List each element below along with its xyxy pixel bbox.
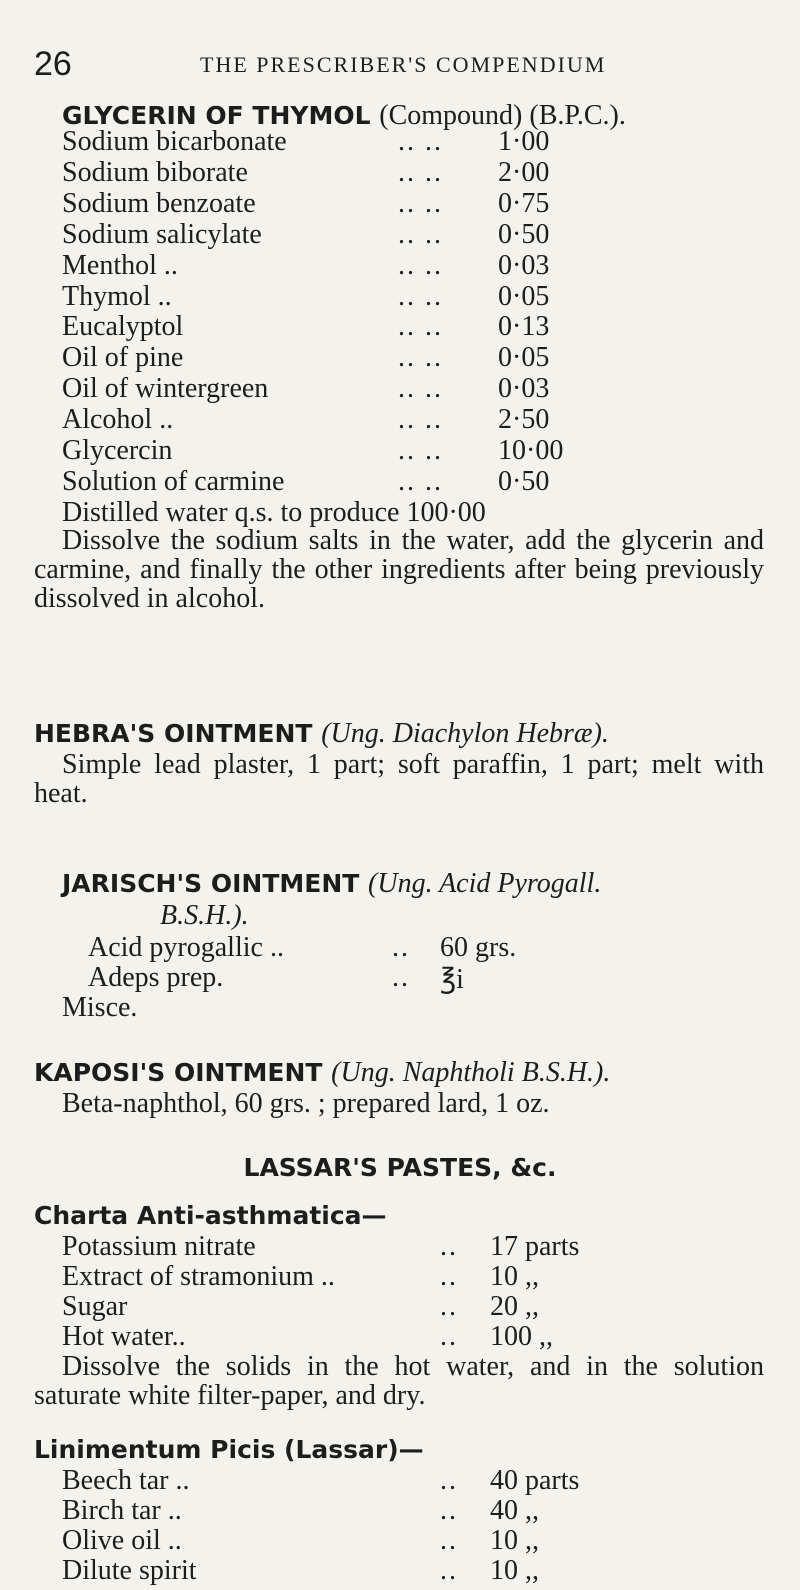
- dot-leader: ..: [440, 1261, 458, 1292]
- dot-leader: .. ..: [398, 156, 443, 188]
- jarisch-heading: [62, 868, 601, 900]
- ingredient-quantity: 2·00: [498, 156, 550, 188]
- kaposi-title: KAPOSI'S OINTMENT: [34, 1058, 323, 1087]
- ingredient-quantity: 2·50: [498, 404, 550, 436]
- dot-leader: ..: [392, 962, 410, 993]
- ingredient-name: Sodium salicylate: [62, 218, 262, 250]
- ingredient-quantity: 0·50: [498, 465, 550, 497]
- ingredient-quantity: 0·03: [498, 249, 550, 281]
- ingredient-name: Adeps prep.: [88, 962, 224, 993]
- ingredient-name: Sodium biborate: [62, 156, 248, 188]
- glycerin-subtitle: (Compound) (B.P.C.).: [379, 100, 626, 131]
- ingredient-quantity: 0·05: [498, 280, 550, 312]
- dot-leader: .. ..: [398, 373, 443, 405]
- ingredient-quantity: 40 parts: [490, 1465, 580, 1496]
- glycerin-title: GLYCERIN OF THYMOL: [62, 101, 371, 130]
- dot-leader: .. ..: [398, 342, 443, 374]
- dot-leader: ..: [440, 1231, 458, 1262]
- dot-leader: .. ..: [398, 187, 443, 219]
- ingredient-quantity: 0·75: [498, 187, 550, 219]
- linimentum-title: Linimentum Picis (Lassar)—: [34, 1435, 424, 1464]
- ingredient-quantity: 1·00: [498, 126, 550, 157]
- charta-method: Dissolve the solids in the hot water, and in the solution saturate white filter-paper, and dry.: [34, 1351, 764, 1411]
- jarisch-misce: Misce.: [62, 992, 138, 1023]
- glycerin-method: Dissolve the sodium salts in the water, add the glycerin and carmine, and finally the other ingredients after being previously dissolved in alcohol.: [34, 525, 764, 614]
- dot-leader: .. ..: [398, 126, 443, 157]
- dot-leader: .. ..: [398, 311, 443, 343]
- hebra-text: Simple lead plaster, 1 part; soft paraffin, 1 part; melt with heat.: [34, 749, 764, 809]
- dot-leader: ..: [440, 1555, 458, 1586]
- ingredient-quantity: ℥i: [440, 964, 464, 995]
- ingredient-quantity: 0·13: [498, 311, 550, 343]
- jarisch-title: JARISCH'S OINTMENT: [62, 869, 360, 898]
- ingredient-name: Solution of carmine: [62, 465, 285, 497]
- ingredient-name: Sugar: [62, 1291, 128, 1322]
- ingredient-name: Extract of stramonium ..: [62, 1261, 335, 1292]
- page-number: 26: [34, 45, 72, 83]
- dot-leader: .. ..: [398, 218, 443, 250]
- ingredient-name: Alcohol ..: [62, 404, 174, 436]
- dot-leader: ..: [440, 1525, 458, 1556]
- ingredient-quantity: 0·50: [498, 218, 550, 250]
- dot-leader: ..: [440, 1291, 458, 1322]
- ingredient-quantity: 0·05: [498, 342, 550, 374]
- ingredient-name: Glycercin: [62, 435, 173, 466]
- ingredient-quantity: 100 ,,: [490, 1321, 553, 1352]
- ingredient-quantity: 40 ,,: [490, 1495, 539, 1526]
- hebra-heading: [34, 718, 609, 750]
- ingredient-name: Sodium benzoate: [62, 187, 256, 219]
- ingredient-quantity: 0·03: [498, 373, 550, 405]
- dot-leader: .. ..: [398, 249, 443, 281]
- dot-leader: .. ..: [398, 465, 443, 497]
- ingredient-quantity: 10 ,,: [490, 1525, 539, 1556]
- ingredient-name: Eucalyptol: [62, 311, 184, 343]
- jarisch-subtitle-1: (Ung. Acid Pyrogall.: [368, 868, 602, 899]
- ingredient-name: Acid pyrogallic ..: [88, 932, 284, 963]
- ingredient-name: Menthol ..: [62, 249, 178, 281]
- dot-leader: ..: [392, 932, 410, 963]
- hebra-subtitle: (Ung. Diachylon Hebræ).: [321, 718, 609, 749]
- ingredient-quantity: 60 grs.: [440, 932, 517, 963]
- dot-leader: .. ..: [398, 404, 443, 436]
- kaposi-text: Beta-naphthol, 60 grs. ; prepared lard, 1 oz.: [62, 1088, 550, 1119]
- ingredient-quantity: 20 ,,: [490, 1291, 539, 1322]
- ingredient-name: Thymol ..: [62, 280, 172, 312]
- dot-leader: ..: [440, 1495, 458, 1526]
- lassar-title: LASSAR'S PASTES, &c.: [243, 1153, 557, 1182]
- ingredient-name: Birch tar ..: [62, 1495, 182, 1526]
- dot-leader: .. ..: [398, 435, 443, 466]
- ingredient-name: Hot water..: [62, 1321, 186, 1352]
- ingredient-name: Sodium bicarbonate: [62, 126, 287, 157]
- dot-leader: ..: [440, 1465, 458, 1496]
- kaposi-heading: [34, 1057, 610, 1089]
- ingredient-name: Oil of wintergreen: [62, 373, 269, 405]
- ingredient-quantity: 10·00: [498, 435, 564, 466]
- ingredient-quantity: 17 parts: [490, 1231, 580, 1262]
- ingredient-name: Potassium nitrate: [62, 1231, 256, 1262]
- dot-leader: ..: [440, 1321, 458, 1352]
- dot-leader: .. ..: [398, 280, 443, 312]
- jarisch-subtitle-2: B.S.H.).: [160, 900, 249, 931]
- charta-title: Charta Anti-asthmatica—: [34, 1201, 387, 1230]
- hebra-title: HEBRA'S OINTMENT: [34, 719, 313, 748]
- ingredient-name: Beech tar ..: [62, 1465, 190, 1496]
- running-head: THE PRESCRIBER'S COMPENDIUM: [200, 52, 607, 77]
- glycerin-distilled: Distilled water q.s. to produce 100·00: [62, 497, 486, 528]
- ingredient-name: Oil of pine: [62, 342, 184, 374]
- ingredient-name: Dilute spirit: [62, 1555, 197, 1586]
- ingredient-name: Olive oil ..: [62, 1525, 182, 1556]
- ingredient-quantity: 10 ,,: [490, 1555, 539, 1586]
- ingredient-quantity: 10 ,,: [490, 1261, 539, 1292]
- kaposi-subtitle: (Ung. Naphtholi B.S.H.).: [331, 1057, 611, 1088]
